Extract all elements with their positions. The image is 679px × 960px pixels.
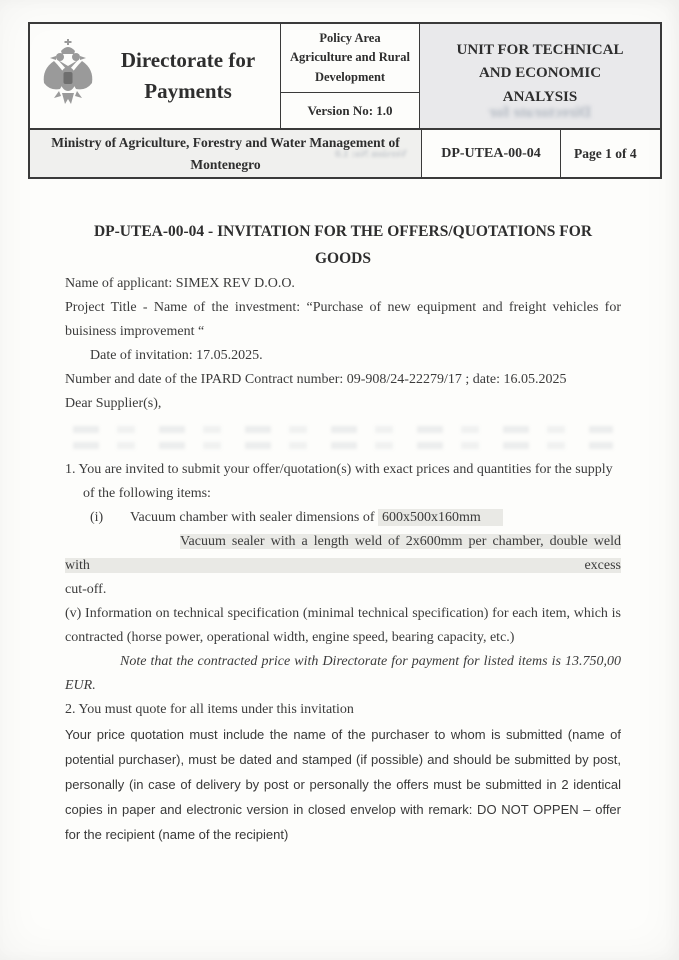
- page-number: Page 1 of 4: [574, 145, 637, 161]
- scan-bleed-artifact: Directorate for: [488, 104, 592, 122]
- scan-bleed-artifact-2: Version No: 1.0: [334, 148, 407, 160]
- instruction-item-2: 2. You must quote for all items under this invitation: [65, 702, 354, 717]
- header-cell-unit: [420, 24, 660, 128]
- quotation-terms-paragraph: Your price quotation must include the name of the purchaser to whom is submitted (name of potential purchaser), must be dated and stamped (if possible) and should be submitted by post, personally (in case of delivery by post or personally the offers must be submitted in 2 identical copies in paper and electronic version in closed envelop with remark: DO NOT OPPEN – offer for the recipient (name of the recipient): [65, 727, 621, 842]
- ministry-label: Ministry of Agriculture, Forestry and Water Management of Montenegro: [51, 134, 400, 172]
- vacuum-sealer-line-text: Vacuum sealer with a length weld of 2x600mm per chamber, double weld with excess: [65, 534, 621, 573]
- header-row-2: [30, 130, 660, 177]
- vacuum-sealer-cutoff: cut-off.: [65, 582, 107, 597]
- item-v-paragraph: (v) Information on technical specification (minimal technical specification) for each item, which is contracted (horse power, operational width, engine speed, bearing capacity, etc.): [65, 606, 621, 645]
- list-item-i-text: Vacuum chamber with sealer dimensions of: [130, 510, 379, 525]
- salutation-line: Dear Supplier(s),: [65, 396, 162, 411]
- doc-code: DP-UTEA-00-04: [422, 130, 561, 177]
- list-item-i: [65, 506, 621, 530]
- contract-price-note: Note that the contracted price with Directorate for payment for listed items is 13.750,00: [120, 654, 621, 669]
- list-item-i-marker: (i): [90, 510, 104, 525]
- project-title-line: Project Title - Name of the investment: “Purchase of new equipment and freight vehicles for buisiness improvement “: [65, 300, 621, 339]
- header-row-1: [30, 24, 660, 130]
- list-item-i-highlight: 600x500x160mm: [378, 509, 503, 526]
- org-title: Directorate for Payments: [120, 47, 256, 103]
- instruction-item-1: 1. You are invited to submit your offer/quotation(s) with exact prices and quantities for the supply of the following items:: [65, 462, 613, 501]
- applicant-line: Name of applicant: SIMEX REV D.O.O.: [65, 276, 295, 291]
- header-cell-directorate: [30, 24, 281, 128]
- ministry-cell: [30, 130, 422, 177]
- coat-of-arms-icon: [40, 39, 96, 114]
- invitation-date-line: Date of invitation: 17.05.2025.: [90, 348, 263, 363]
- policy-area-cell: [281, 24, 419, 93]
- document-body: [65, 218, 621, 847]
- header-cell-policy-version: [281, 24, 420, 128]
- scan-bleed-lines-artifact: [73, 426, 613, 449]
- version-label: Version No: 1.0: [307, 102, 393, 118]
- contract-number-line: Number and date of the IPARD Contract number: 09-908/24-22279/17 ; date: 16.05.2025: [65, 372, 567, 387]
- policy-area-line2: Agriculture and Rural Development: [290, 50, 410, 84]
- contract-price-note-currency: EUR.: [65, 678, 96, 693]
- vacuum-sealer-line: [65, 530, 621, 578]
- policy-area-line1: Policy Area: [319, 30, 381, 45]
- header-table: [28, 22, 662, 179]
- document-title: DP-UTEA-00-04 - INVITATION FOR THE OFFERS/QUOTATIONS FOR GOODS: [93, 223, 593, 267]
- unit-label: UNIT FOR TECHNICAL AND ECONOMIC ANALYSIS: [456, 42, 624, 105]
